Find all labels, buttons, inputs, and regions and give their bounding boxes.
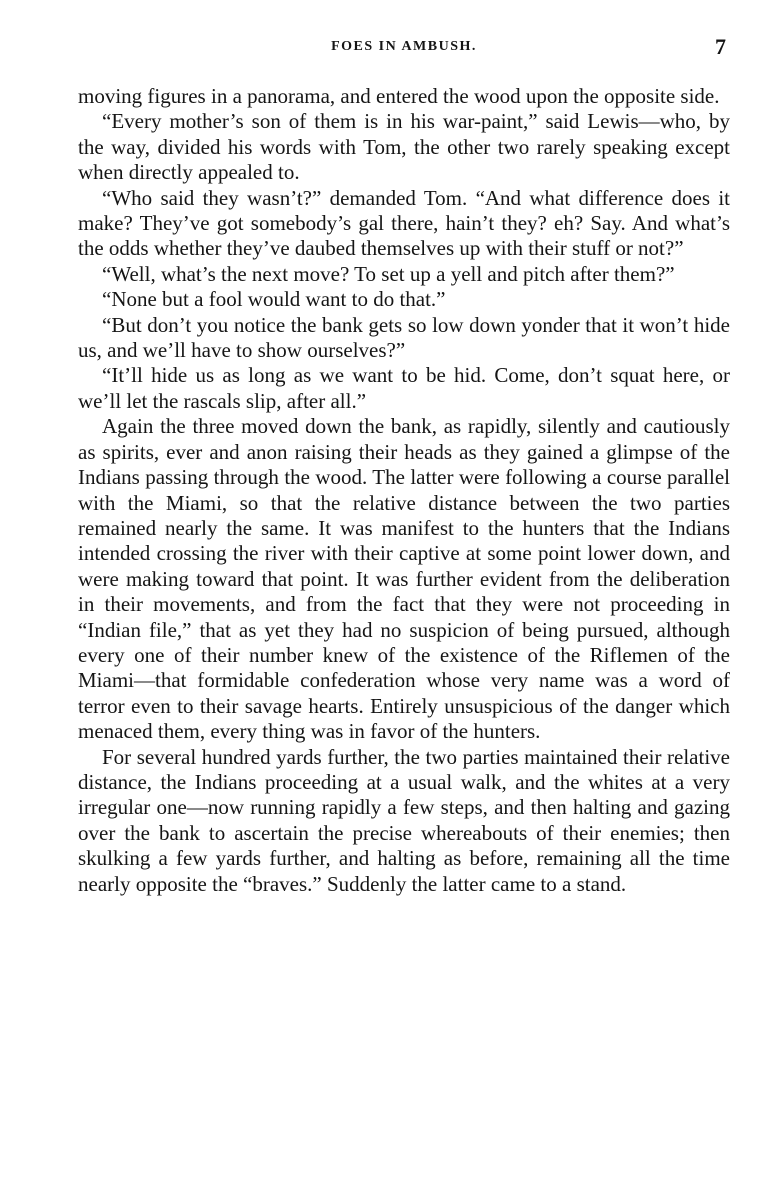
paragraph: “Every mother’s son of them is in his war-paint,” said Lewis—who, by the way, divided his words with Tom, the other two rarely speaking except when directly appealed to. — [78, 109, 730, 185]
paragraph: Again the three moved down the bank, as rapidly, silently and cautiously as spirits, ever and anon raising their heads as they gained a glimpse of the Indians passing through the wood. The latter were following a course parallel with the Miami, so that the relative distance between the two parties remained nearly the same. It was manifest to the hunters that the Indians intended crossing the river with their captive at some point lower down, and were making toward that point. It was further evident from the deliberation in their movements, and from the fact that they were not proceeding in “Indian file,” that as yet they had no suspicion of being pursued, although every one of their number knew of the existence of the Riflemen of the Miami—that formidable confederation whose very name was a word of terror even to their savage hearts. Entirely unsuspicious of the danger which menaced them, every thing was in favor of the hunters. — [78, 414, 730, 744]
running-head: FOES IN AMBUSH. — [331, 39, 477, 54]
paragraph: For several hundred yards further, the two parties maintained their relative distance, the Indians proceeding at a usual walk, and the whites at a very irregular one—now running rapidly a few steps, and then halting and gazing over the bank to ascertain the precise whereabouts of their enemies; then skulking a few yards further, and halting as before, remaining all the time nearly opposite the “braves.” Suddenly the latter came to a stand. — [78, 744, 730, 896]
page-header — [78, 36, 730, 60]
page-number: 7 — [715, 34, 726, 59]
body-text — [78, 84, 730, 897]
paragraph: “But don’t you notice the bank gets so low down yonder that it won’t hide us, and we’ll have to show ourselves?” — [78, 312, 730, 363]
paragraph: “None but a fool would want to do that.” — [102, 287, 446, 312]
paragraph: “Who said they wasn’t?” demanded Tom. “And what difference does it make? They’ve got somebody’s gal there, hain’t they? eh? Say. And what’s the odds whether they’ve daubed themselves up with their stuff or not?” — [78, 185, 730, 261]
paragraph: “Well, what’s the next move? To set up a yell and pitch after them?” — [102, 261, 675, 286]
paragraph: moving figures in a panorama, and entered the wood upon the opposite side. — [78, 84, 720, 108]
paragraph: “It’ll hide us as long as we want to be hid. Come, don’t squat here, or we’ll let the rascals slip, after all.” — [78, 363, 730, 413]
